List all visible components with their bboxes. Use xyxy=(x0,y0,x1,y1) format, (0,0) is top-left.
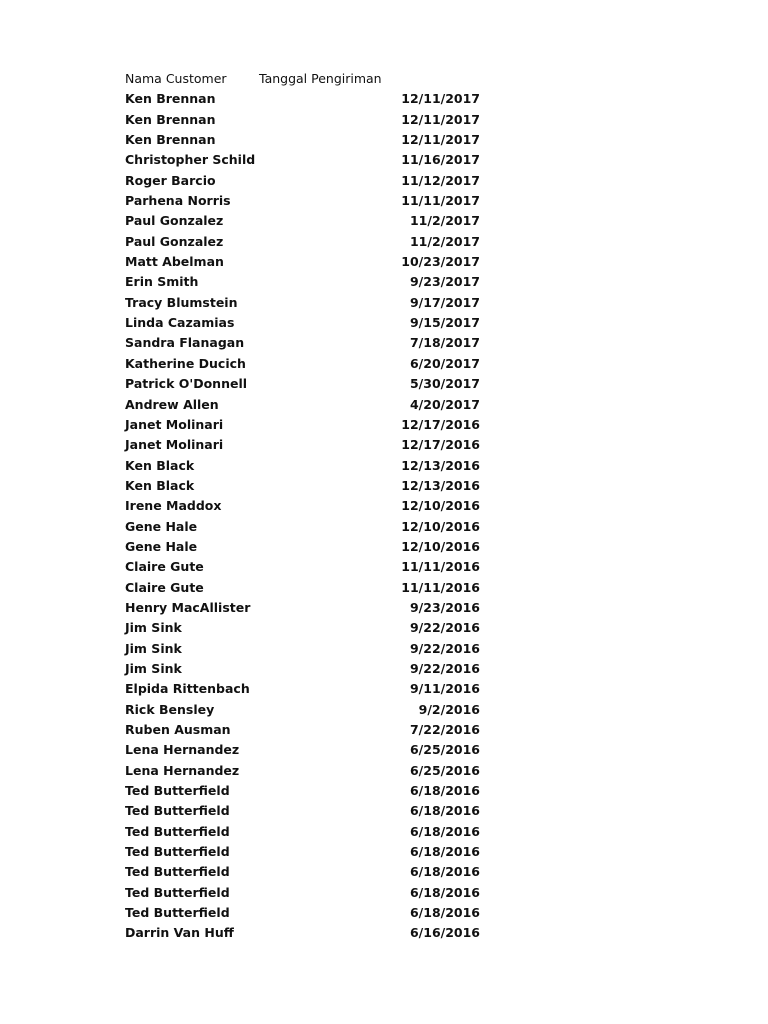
shipping-date-cell: 7/18/2017 xyxy=(409,335,480,351)
shipping-date-cell: 12/11/2017 xyxy=(401,91,480,107)
shipping-date-cell: 6/20/2017 xyxy=(409,355,480,371)
customer-name-cell: Ted Butterfield xyxy=(125,864,230,880)
shipping-date-cell: 6/25/2016 xyxy=(409,742,480,758)
table-row xyxy=(125,740,485,760)
header-shipping-date: Tanggal Pengiriman xyxy=(259,71,382,86)
customer-name-cell: Janet Molinari xyxy=(125,416,224,432)
customer-name-cell: Paul Gonzalez xyxy=(125,213,224,229)
table-body xyxy=(125,89,485,943)
shipping-date-cell: 12/13/2016 xyxy=(401,457,480,473)
customer-name-cell: Sandra Flanagan xyxy=(125,335,245,351)
shipping-date-cell: 12/10/2016 xyxy=(401,518,480,534)
table-row xyxy=(125,211,485,231)
customer-name-cell: Ruben Ausman xyxy=(125,722,231,737)
table-row xyxy=(125,801,485,821)
shipping-date-cell: 6/25/2016 xyxy=(409,762,480,778)
customer-name-cell: Claire Gute xyxy=(125,559,204,575)
shipping-date-cell: 12/17/2016 xyxy=(401,437,480,453)
customer-name-cell: Tracy Blumstein xyxy=(125,294,238,310)
customer-name-cell: Erin Smith xyxy=(125,274,199,290)
shipping-date-cell: 9/17/2017 xyxy=(409,294,480,310)
table-row xyxy=(125,191,485,211)
customer-name-cell: Ted Butterfield xyxy=(125,884,230,900)
customer-name-cell: Parhena Norris xyxy=(125,193,231,209)
table-row xyxy=(125,354,485,374)
customer-name-cell: Andrew Allen xyxy=(125,396,219,412)
shipping-date-cell: 6/18/2016 xyxy=(409,823,480,839)
customer-name-cell: Roger Barcio xyxy=(125,172,216,188)
table-row xyxy=(125,862,485,882)
table-row xyxy=(125,293,485,313)
customer-name-cell: Paul Gonzalez xyxy=(125,233,224,249)
table-row xyxy=(125,842,485,862)
table-row xyxy=(125,578,485,598)
customer-name-cell: Ted Butterfield xyxy=(125,905,230,921)
shipping-date-cell: 7/22/2016 xyxy=(409,722,480,737)
customer-name-cell: Jim Sink xyxy=(125,620,182,636)
table-row xyxy=(125,272,485,292)
table-row xyxy=(125,333,485,353)
shipping-date-cell: 9/23/2016 xyxy=(409,599,480,615)
customer-name-cell: Ted Butterfield xyxy=(125,803,230,819)
shipping-date-cell: 11/11/2016 xyxy=(401,559,480,575)
table-header-row xyxy=(125,69,485,89)
customer-name-cell: Gene Hale xyxy=(125,518,198,534)
shipping-date-cell: 12/11/2017 xyxy=(401,111,480,127)
customer-name-cell: Ken Black xyxy=(125,477,195,493)
customer-name-cell: Jim Sink xyxy=(125,660,182,676)
shipping-date-cell: 12/13/2016 xyxy=(401,477,480,493)
customer-name-cell: Patrick O'Donnell xyxy=(125,376,248,392)
customer-name-cell: Lena Hernandez xyxy=(125,742,240,758)
shipping-date-cell: 11/16/2017 xyxy=(401,152,480,168)
table-row xyxy=(125,395,485,415)
customer-name-cell: Ted Butterfield xyxy=(125,823,230,839)
table-row xyxy=(125,517,485,537)
table-row xyxy=(125,720,485,740)
table-row xyxy=(125,700,485,720)
customer-name-cell: Lena Hernandez xyxy=(125,762,240,778)
table-row xyxy=(125,476,485,496)
shipping-date-cell: 5/30/2017 xyxy=(409,376,480,392)
shipping-date-cell: 11/11/2017 xyxy=(401,193,480,209)
shipping-date-cell: 6/18/2016 xyxy=(409,783,480,799)
table-row xyxy=(125,496,485,516)
customer-name-cell: Christopher Schild xyxy=(125,152,256,168)
customer-name-cell: Ted Butterfield xyxy=(125,783,230,799)
customer-name-cell: Ken Brennan xyxy=(125,132,216,148)
table-row xyxy=(125,435,485,455)
table-row xyxy=(125,923,485,943)
table-row xyxy=(125,659,485,679)
customer-name-cell: Elpida Rittenbach xyxy=(125,681,250,697)
table-row xyxy=(125,618,485,638)
shipping-date-cell: 6/18/2016 xyxy=(409,844,480,860)
table-row xyxy=(125,89,485,109)
table-row xyxy=(125,171,485,191)
table-row xyxy=(125,456,485,476)
shipping-date-cell: 10/23/2017 xyxy=(401,254,480,270)
customer-name-cell: Rick Bensley xyxy=(125,701,215,717)
customer-name-cell: Henry MacAllister xyxy=(125,599,251,615)
table-row xyxy=(125,415,485,435)
shipping-date-cell: 6/18/2016 xyxy=(409,884,480,900)
shipping-date-cell: 6/18/2016 xyxy=(409,864,480,880)
shipping-date-cell: 9/23/2017 xyxy=(409,274,480,290)
customer-name-cell: Jim Sink xyxy=(125,640,182,656)
customer-name-cell: Janet Molinari xyxy=(125,437,224,453)
table-row xyxy=(125,150,485,170)
shipping-date-cell: 11/11/2016 xyxy=(401,579,480,595)
customer-name-cell: Gene Hale xyxy=(125,538,198,554)
customer-name-cell: Matt Abelman xyxy=(125,254,224,270)
shipping-date-cell: 6/18/2016 xyxy=(409,803,480,819)
shipping-date-cell: 4/20/2017 xyxy=(409,396,480,412)
customer-shipping-table xyxy=(125,69,485,944)
table-row xyxy=(125,557,485,577)
table-row xyxy=(125,679,485,699)
shipping-date-cell: 12/10/2016 xyxy=(401,538,480,554)
table-row xyxy=(125,313,485,333)
shipping-date-cell: 12/17/2016 xyxy=(401,416,480,432)
customer-name-cell: Linda Cazamias xyxy=(125,315,235,331)
customer-name-cell: Ken Brennan xyxy=(125,111,216,127)
shipping-date-cell: 11/12/2017 xyxy=(401,172,480,188)
table-row xyxy=(125,761,485,781)
table-row xyxy=(125,903,485,923)
customer-name-cell: Ted Butterfield xyxy=(125,844,230,860)
shipping-date-cell: 11/2/2017 xyxy=(409,233,480,249)
customer-name-cell: Darrin Van Huff xyxy=(125,925,234,941)
shipping-date-cell: 9/15/2017 xyxy=(409,315,480,331)
table-row xyxy=(125,639,485,659)
table-row xyxy=(125,130,485,150)
shipping-date-cell: 6/18/2016 xyxy=(409,905,480,921)
table-row xyxy=(125,781,485,801)
shipping-date-cell: 9/22/2016 xyxy=(409,620,480,636)
shipping-date-cell: 9/2/2016 xyxy=(418,701,480,717)
shipping-date-cell: 12/10/2016 xyxy=(401,498,480,514)
table-row xyxy=(125,883,485,903)
shipping-date-cell: 9/22/2016 xyxy=(409,660,480,676)
table-row xyxy=(125,252,485,272)
shipping-date-cell: 11/2/2017 xyxy=(409,213,480,229)
table-row xyxy=(125,822,485,842)
table-row xyxy=(125,537,485,557)
customer-name-cell: Claire Gute xyxy=(125,579,204,595)
customer-name-cell: Ken Brennan xyxy=(125,91,216,107)
table-row xyxy=(125,598,485,618)
shipping-date-cell: 12/11/2017 xyxy=(401,132,480,148)
customer-name-cell: Irene Maddox xyxy=(125,498,222,514)
table-row xyxy=(125,110,485,130)
table-row xyxy=(125,232,485,252)
customer-name-cell: Ken Black xyxy=(125,457,195,473)
shipping-date-cell: 6/16/2016 xyxy=(409,925,480,941)
customer-name-cell: Katherine Ducich xyxy=(125,355,246,371)
header-customer-name: Nama Customer xyxy=(125,71,227,86)
shipping-date-cell: 9/11/2016 xyxy=(409,681,480,697)
table-row xyxy=(125,374,485,394)
shipping-date-cell: 9/22/2016 xyxy=(409,640,480,656)
